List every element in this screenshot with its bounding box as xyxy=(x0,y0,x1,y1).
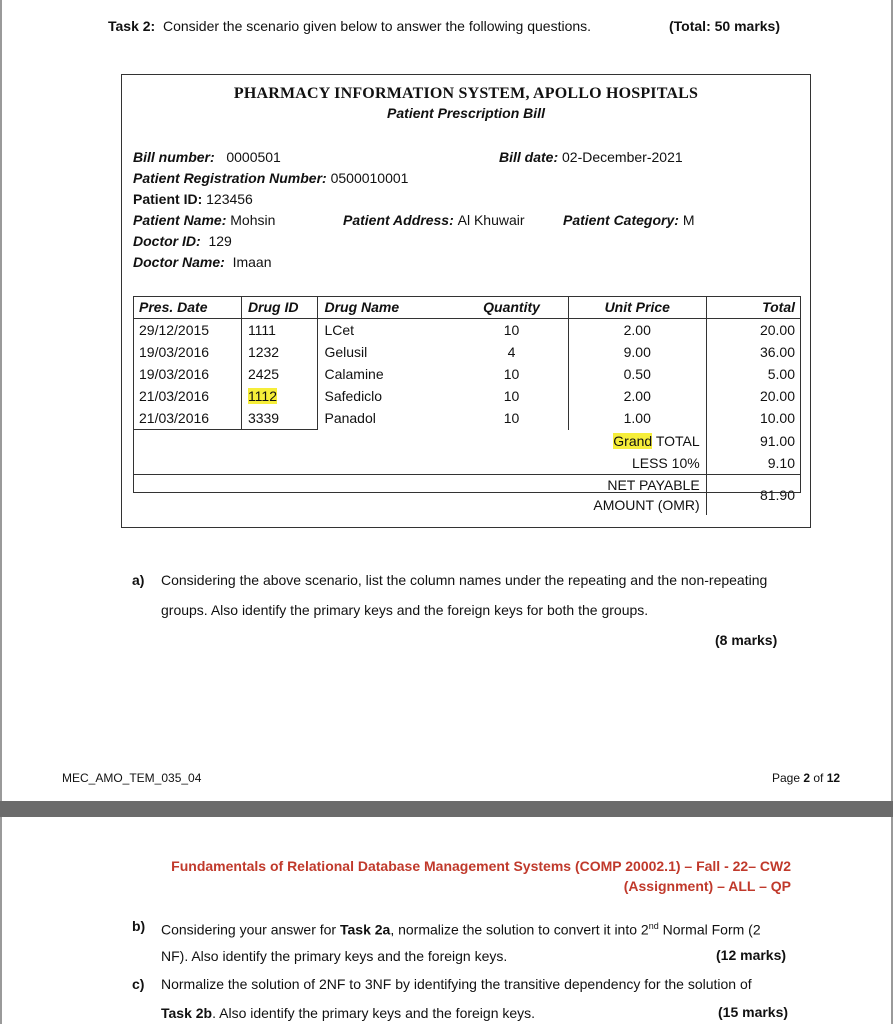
registration-value: 0500010001 xyxy=(330,170,409,186)
net-payable-label: NET PAYABLE AMOUNT (OMR) xyxy=(568,475,706,516)
course-title-line1: Fundamentals of Relational Database Management Systems (COMP 20002.1) – Fall - 22– CW2 xyxy=(171,858,791,874)
patient-category-label: Patient Category: xyxy=(563,212,679,228)
cell-unit-price: 2.00 xyxy=(568,319,706,342)
cell-quantity: 10 xyxy=(455,385,568,407)
bill-date-field xyxy=(499,149,683,165)
total-marks: (Total: 50 marks) xyxy=(669,18,780,34)
less-label: LESS 10% xyxy=(568,452,706,475)
patient-address-field xyxy=(343,212,525,228)
patient-name-label: Patient Name: xyxy=(133,212,227,228)
doctor-name-label: Doctor Name: xyxy=(133,254,225,270)
less-row xyxy=(133,452,801,475)
question-a-marks: (8 marks) xyxy=(715,632,778,648)
table-row xyxy=(133,319,801,342)
bill-number-value: 0000501 xyxy=(226,149,281,165)
cell-drug-id: 1232 xyxy=(241,341,318,363)
grand-total-rest: TOTAL xyxy=(652,432,700,449)
patient-id-field xyxy=(133,191,253,207)
grand-total-label xyxy=(568,430,706,453)
doctor-id-value: 129 xyxy=(208,233,232,249)
cell-pres-date: 19/03/2016 xyxy=(133,363,241,385)
grand-total-value: 91.00 xyxy=(759,432,795,449)
question-c-line1: Normalize the solution of 2NF to 3NF by identifying the transitive dependency for the solution of xyxy=(161,976,752,992)
bill-number-label: Bill number: xyxy=(133,149,215,165)
bill-date-label: Bill date: xyxy=(499,149,559,165)
cell-drug-id xyxy=(241,385,318,407)
cell-pres-date: 21/03/2016 xyxy=(133,407,241,430)
table-row xyxy=(133,363,801,385)
patient-address-label: Patient Address: xyxy=(343,212,454,228)
doctor-name-value: Imaan xyxy=(232,254,272,270)
cell-quantity: 10 xyxy=(455,407,568,430)
doctor-name-field xyxy=(133,254,272,270)
cell-total: 20.00 xyxy=(759,388,795,404)
grand-word-highlight: Grand xyxy=(613,432,653,449)
page-number: Page 2 of 12 xyxy=(772,771,841,785)
header-total: Total xyxy=(706,296,801,319)
grand-total-row xyxy=(133,430,801,453)
bill-date-value: 02-December-2021 xyxy=(562,149,683,165)
cell-unit-price: 9.00 xyxy=(568,341,706,363)
cell-drug-name: LCet xyxy=(324,322,355,338)
cell-quantity: 4 xyxy=(455,341,568,363)
table-row xyxy=(133,385,801,407)
cell-total: 10.00 xyxy=(759,410,795,427)
document-code: MEC_AMO_TEM_035_04 xyxy=(62,771,202,785)
table-row xyxy=(133,407,801,430)
header-drug-name: Drug Name xyxy=(318,296,455,319)
patient-category-value: M xyxy=(682,212,695,228)
registration-field xyxy=(133,170,408,186)
cell-total: 5.00 xyxy=(767,366,795,382)
registration-label: Patient Registration Number: xyxy=(133,170,327,186)
cell-quantity: 10 xyxy=(455,319,568,342)
cell-pres-date: 29/12/2015 xyxy=(133,319,241,342)
highlighted-drug-id: 1112 xyxy=(247,388,278,404)
course-title-line2: (Assignment) – ALL – QP xyxy=(623,878,791,894)
header-quantity: Quantity xyxy=(455,296,568,319)
question-b-line1: Considering your answer for Task 2a, normalize the solution to convert it into 2nd Normal Form (2 xyxy=(161,921,761,938)
task-heading xyxy=(108,18,591,34)
question-b-label: b) xyxy=(132,918,146,934)
cell-unit-price: 1.00 xyxy=(568,407,706,430)
cell-drug-id: 2425 xyxy=(241,363,318,385)
header-unit-price: Unit Price xyxy=(568,296,706,319)
question-c-marks: (15 marks) xyxy=(718,1004,789,1020)
question-a-label: a) xyxy=(132,572,145,588)
less-value: 9.10 xyxy=(767,455,795,471)
patient-category-field xyxy=(563,212,694,228)
cell-drug-id: 1111 xyxy=(241,319,318,342)
table-header-row xyxy=(133,296,801,319)
cell-quantity: 10 xyxy=(455,363,568,385)
question-a-line1: Considering the above scenario, list the column names under the repeating and the non-repeating xyxy=(161,572,768,588)
task-text: Consider the scenario given below to answer the following questions. xyxy=(163,18,592,34)
bill-number-field xyxy=(133,149,281,165)
net-payable-row xyxy=(133,475,801,516)
cell-drug-name: Panadol xyxy=(324,410,376,427)
cell-pres-date: 19/03/2016 xyxy=(133,341,241,363)
patient-id-value: 123456 xyxy=(206,191,253,207)
document-page-2 xyxy=(0,817,893,1024)
question-c-label: c) xyxy=(132,976,145,992)
question-b-line2: NF). Also identify the primary keys and the foreign keys. xyxy=(161,948,508,964)
cell-unit-price: 0.50 xyxy=(568,363,706,385)
cell-drug-name: Calamine xyxy=(324,366,384,382)
bill-box xyxy=(121,74,811,528)
header-drug-id: Drug ID xyxy=(241,296,318,319)
patient-name-value: Mohsin xyxy=(230,212,276,228)
question-c-line2: Task 2b. Also identify the primary keys and the foreign keys. xyxy=(161,1005,536,1021)
doctor-id-field xyxy=(133,233,232,249)
cell-pres-date: 21/03/2016 xyxy=(133,385,241,407)
cell-unit-price: 2.00 xyxy=(568,385,706,407)
bill-title: PHARMACY INFORMATION SYSTEM, APOLLO HOSPITALS xyxy=(233,85,699,102)
cell-total: 20.00 xyxy=(759,322,795,338)
cell-drug-name: Safediclo xyxy=(324,388,383,404)
net-payable-value: 81.90 xyxy=(706,475,801,516)
patient-id-label: Patient ID: xyxy=(133,191,203,207)
cell-drug-id: 3339 xyxy=(241,407,318,430)
patient-name-field xyxy=(133,212,275,228)
prescription-table xyxy=(133,296,801,515)
cell-total: 36.00 xyxy=(759,344,795,360)
task-label: Task 2: xyxy=(108,18,156,34)
question-a-line2: groups. Also identify the primary keys and the foreign keys for both the groups. xyxy=(161,602,649,618)
patient-address-value: Al Khuwair xyxy=(457,212,525,228)
page-separator xyxy=(0,801,893,817)
bill-subtitle: Patient Prescription Bill xyxy=(387,105,545,121)
doctor-id-label: Doctor ID: xyxy=(133,233,201,249)
table-row xyxy=(133,341,801,363)
cell-drug-name: Gelusil xyxy=(324,344,368,360)
question-b-marks: (12 marks) xyxy=(716,947,787,963)
header-pres-date: Pres. Date xyxy=(133,296,241,319)
